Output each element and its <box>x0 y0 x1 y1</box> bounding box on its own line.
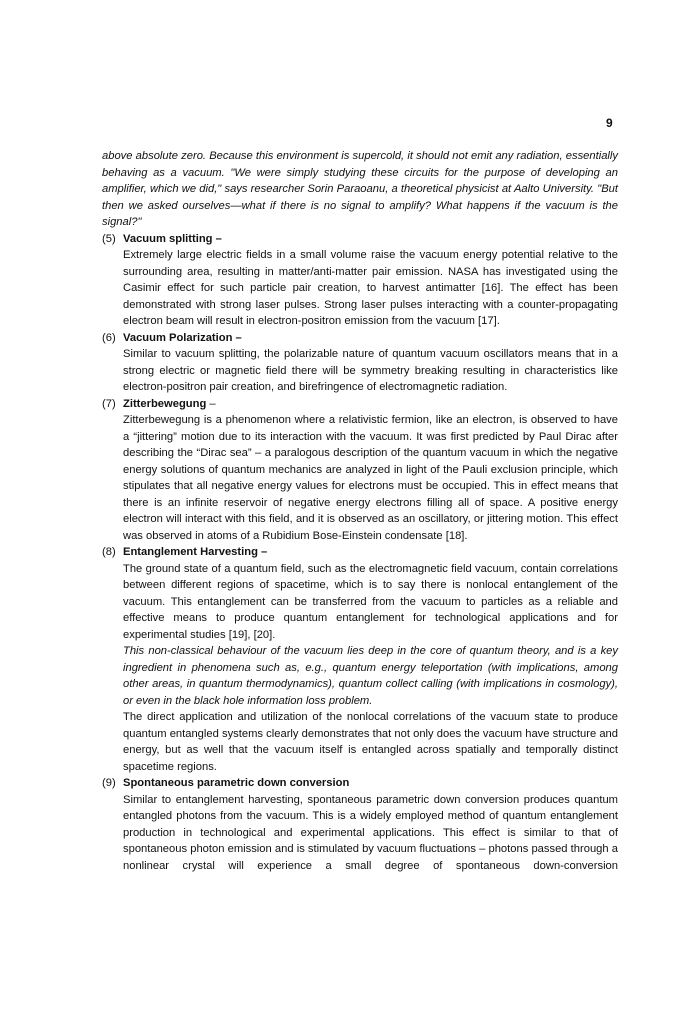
item-paragraph: The direct application and utilization of the nonlocal correlations of the vacuum state to produce quantum entangled systems clearly demonstrates that not only does the vacuum have structure and energy, but as well that the vacuum itself is entangled across spatially and temporally distinct spacetime regions. <box>123 711 618 773</box>
list-item-vacuum-polarization <box>102 330 618 396</box>
list-item-spdc <box>102 775 618 874</box>
block-quote: above absolute zero. Because this environment is supercold, it should not emit any radiation, essentially behaving as a vacuum. "We were simply studying these circuits for the purpose of developing an amplifier, which we did," says researcher Sorin Paraoanu, a theoretical physicist at Aalto University. "But then we asked ourselves—what if there is no signal to amplify? What happens if the vacuum is the signal?" <box>102 150 618 228</box>
item-number: (6) <box>102 331 116 344</box>
page-number: 9 <box>606 116 613 130</box>
item-title-dash: – <box>206 397 216 410</box>
list-item-zitterbewegung <box>102 396 618 545</box>
item-paragraph-italic: This non-classical behaviour of the vacuum lies deep in the core of quantum theory, and is a key ingredient in phenomena such as, e.g., quantum energy teleportation (with implications, among other areas, in quantum thermodynamics), quantum collect calling (with implications in cosmology), or even in the black hole information loss problem. <box>123 645 618 707</box>
list-item-vacuum-splitting <box>102 231 618 330</box>
item-paragraph: Similar to vacuum splitting, the polarizable nature of quantum vacuum oscillators means that in a strong electric or magnetic field there will be symmetry breaking resulting in characteristics like electron-positron pair creation, and birefringence of electromagnetic radiation. <box>123 348 618 393</box>
item-title: Spontaneous parametric down conversion <box>123 777 350 789</box>
item-paragraph: Zitterbewegung is a phenomenon where a relativistic fermion, like an electron, is observed to have a “jittering” motion due to its interaction with the vacuum. It was first predicted by Paul Dirac after describing the “Dirac sea” – a paralogous description of the quantum vacuum in which the negative energy solutions of quantum mechanics are analyzed in light of the Pauli exclusion principle, which stipulates that all negative energy values for electrons must be occupied. This in effect means that there is an infinite reservoir of negative energy electrons filling all of space. A positive energy electron will interact with this field, and it is observed as an oscillatory, or jittering motion. This effect was observed in atoms of a Rubidium Bose-Einstein condensate [18]. <box>123 414 618 542</box>
item-number: (5) <box>102 232 116 245</box>
item-title: Vacuum Polarization – <box>123 331 242 344</box>
item-number: (9) <box>102 777 116 789</box>
item-title: Vacuum splitting – <box>123 232 222 245</box>
list-item-entanglement-harvesting <box>102 544 618 775</box>
item-paragraph: Similar to entanglement harvesting, spontaneous parametric down conversion produces quantum entangled photons from the vacuum. This is a widely employed method of quantum entanglement production in technological and experimental applications. This effect is similar to that of spontaneous photon emission and is stimulated by vacuum fluctuations – photons passed through a nonlinear crystal will experience a small degree of spontaneous down-conversion <box>123 793 618 872</box>
item-paragraph: The ground state of a quantum field, such as the electromagnetic field vacuum, contain correlations between different regions of spacetime, which is to say there is nonlocal entanglement of the vacuum. This entanglement can be transferred from the vacuum to particles as a reliable and effective means to produce quantum entanglement for technological applications and for experimental studies [19], [20]. <box>123 562 618 641</box>
item-number: (8) <box>102 546 116 558</box>
item-title: Entanglement Harvesting – <box>123 546 268 558</box>
item-paragraph: Extremely large electric fields in a small volume raise the vacuum energy potential relative to the surrounding area, resulting in matter/anti-matter pair emission. NASA has investigated using the Casimir effect for such particle pair creation, to harvest antimatter [16]. The effect has been demonstrated with strong laser pulses. Strong laser pulses interacting with a counter-propagating electron beam will result in electron-positron emission from the vacuum [17]. <box>123 249 618 327</box>
page-body <box>102 148 618 874</box>
item-title: Zitterbewegung <box>123 397 207 410</box>
item-number: (7) <box>102 397 116 410</box>
